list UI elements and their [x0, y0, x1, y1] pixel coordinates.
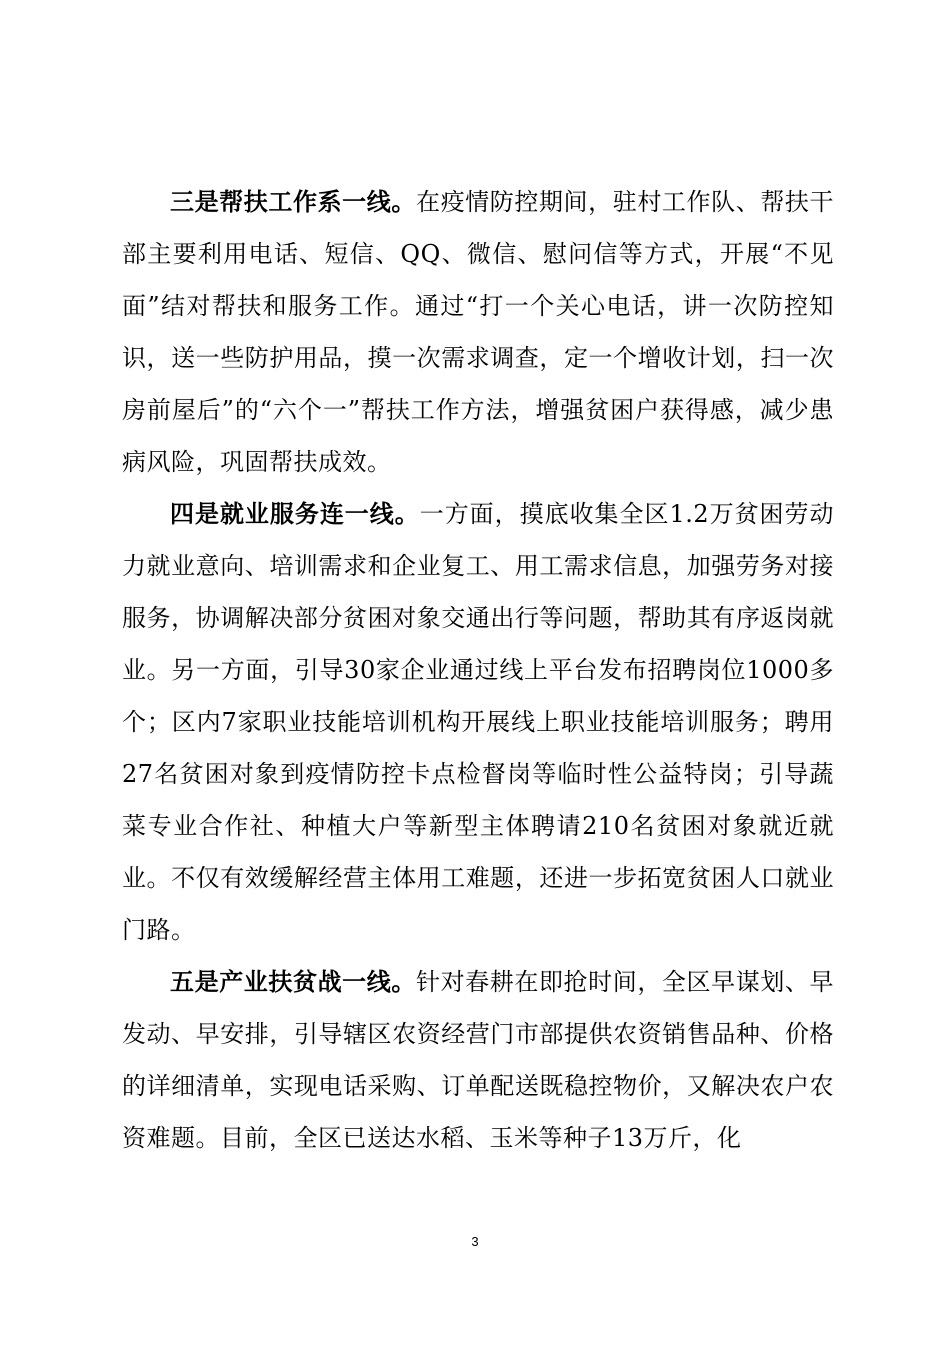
body-text — [122, 176, 834, 1164]
paragraph-lead: 三是帮扶工作系一线。 — [170, 187, 416, 216]
paragraph-text: 在疫情防控期间，驻村工作队、帮扶干部主要利用电话、短信、QQ、微信、慰问信等方式，开展“不见面”结对帮扶和服务工作。通过“打一个关心电话，讲一次防控知识，送一些防护用品，摸一次需求调查，定一个增收计划，扫一次房前屋后”的“六个一”帮扶工作方法，增强贫困户获得感，减少患病风险，巩固帮扶成效。 — [122, 188, 835, 476]
page-number: 3 — [471, 1234, 479, 1249]
paragraph-text: 一方面，摸底收集全区1.2万贫困劳动力就业意向、培训需求和企业复工、用工需求信息，加强劳务对接服务，协调解决部分贫困对象交通出行等问题，帮助其有序返岗就业。另一方面，引导30家企业通过线上平台发布招聘岗位1000多个；区内7家职业技能培训机构开展线上职业技能培训服务；聘用27名贫困对象到疫情防控卡点检督岗等临时性公益特岗；引导蔬菜专业合作社、种植大户等新型主体聘请210名贫困对象就近就业。不仅有效缓解经营主体用工难题，还进一步拓宽贫困人口就业门路。 — [122, 500, 834, 944]
paragraph-employment-service — [122, 488, 834, 956]
paragraph-text: 针对春耕在即抢时间，全区早谋划、早发动、早安排，引导辖区农资经营门市部提供农资销售品种、价格的详细清单，实现电话采购、订单配送既稳控物价，又解决农户农资难题。目前，全区已送达水稻、玉米等种子13万斤，化 — [122, 968, 835, 1152]
paragraph-helping-work — [122, 176, 834, 488]
paragraph-lead: 五是产业扶贫战一线。 — [170, 967, 416, 996]
paragraph-industry-poverty-relief — [122, 956, 834, 1164]
paragraph-lead: 四是就业服务连一线。 — [170, 499, 420, 528]
